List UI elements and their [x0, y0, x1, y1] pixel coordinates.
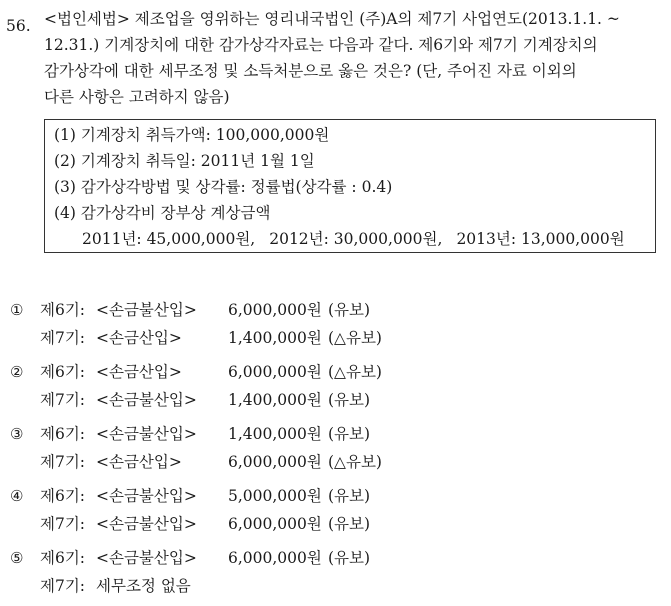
- income-disposal: (△유보): [328, 329, 382, 347]
- adjustment-type: <손금산입>: [96, 329, 182, 347]
- period-label: 제6기:: [40, 363, 86, 381]
- adjustment-type: <손금산입>: [96, 363, 182, 381]
- adjustment-amount: 6,000,000원: [228, 301, 322, 319]
- income-disposal: (유보): [328, 549, 371, 567]
- expense-2011: 2011년: 45,000,000원,: [82, 230, 256, 248]
- choice-row: [10, 482, 650, 510]
- choice-4[interactable]: [10, 482, 650, 538]
- adjustment-type: <손금불산입>: [96, 515, 197, 533]
- info-acquisition-date: (2) 기계장치 취득일: 2011년 1월 1일: [54, 152, 315, 170]
- adjustment-amount: 6,000,000원: [228, 453, 322, 471]
- period-label: 제7기:: [40, 329, 86, 347]
- income-disposal: (유보): [328, 487, 371, 505]
- period-label: 제6기:: [40, 487, 86, 505]
- adjustment-amount: 6,000,000원: [228, 549, 322, 567]
- adjustment-amount: 6,000,000원: [228, 363, 322, 381]
- stem-line: <법인세법> 제조업을 영위하는 영리내국법인 (주)A의 제7기 사업연도(2013.1.1. ~: [44, 10, 620, 28]
- stem-line: 다른 사항은 고려하지 않음): [44, 88, 230, 106]
- period-label: 제6기:: [40, 425, 86, 443]
- adjustment-type: <손금불산입>: [96, 487, 197, 505]
- answer-choices: [10, 296, 650, 606]
- question-stem: [44, 6, 664, 110]
- choice-2[interactable]: [10, 358, 650, 414]
- info-book-expense-amounts: [54, 226, 655, 252]
- choice-marker: ③: [10, 425, 24, 443]
- expense-2012: 2012년: 30,000,000원,: [269, 230, 443, 248]
- choice-row: [10, 296, 650, 324]
- income-disposal: (유보): [328, 515, 371, 533]
- choice-marker: ④: [10, 487, 24, 505]
- choice-1[interactable]: [10, 296, 650, 352]
- choice-row: [10, 386, 650, 414]
- income-disposal: (△유보): [328, 363, 382, 381]
- adjustment-amount: 1,400,000원: [228, 425, 322, 443]
- info-book-expense-heading: (4) 감가상각비 장부상 계상금액: [54, 204, 271, 222]
- stem-line: 12.31.) 기계장치에 대한 감가상각자료는 다음과 같다. 제6기와 제7기 기계장치의: [44, 36, 598, 54]
- adjustment-type: <손금불산입>: [96, 301, 197, 319]
- income-disposal: (유보): [328, 425, 371, 443]
- choice-row: [10, 358, 650, 386]
- choice-row: [10, 572, 650, 600]
- adjustment-amount: 6,000,000원: [228, 515, 322, 533]
- choice-row: [10, 510, 650, 538]
- adjustment-type: <손금산입>: [96, 453, 182, 471]
- info-acquisition-cost: (1) 기계장치 취득가액: 100,000,000원: [54, 126, 330, 144]
- choice-row: [10, 420, 650, 448]
- period-label: 제6기:: [40, 549, 86, 567]
- adjustment-type: <손금불산입>: [96, 549, 197, 567]
- expense-2013: 2013년: 13,000,000원: [456, 230, 625, 248]
- choice-marker: ②: [10, 363, 24, 381]
- income-disposal: (△유보): [328, 453, 382, 471]
- adjustment-amount: 5,000,000원: [228, 487, 322, 505]
- adjustment-type: <손금불산입>: [96, 391, 197, 409]
- question-number: 56.: [6, 17, 31, 35]
- adjustment-type: 세무조정 없음: [96, 577, 191, 595]
- data-box: [44, 119, 656, 253]
- period-label: 제7기:: [40, 453, 86, 471]
- choice-row: [10, 448, 650, 476]
- period-label: 제6기:: [40, 301, 86, 319]
- period-label: 제7기:: [40, 515, 86, 533]
- stem-line: 감가상각에 대한 세무조정 및 소득처분으로 옳은 것은? (단, 주어진 자료 이외의: [44, 62, 577, 80]
- choice-row: [10, 544, 650, 572]
- income-disposal: (유보): [328, 391, 371, 409]
- adjustment-amount: 1,400,000원: [228, 329, 322, 347]
- choice-marker: ⑤: [10, 549, 24, 567]
- choice-row: [10, 324, 650, 352]
- choice-marker: ①: [10, 301, 24, 319]
- period-label: 제7기:: [40, 391, 86, 409]
- info-depreciation-method: (3) 감가상각방법 및 상각률: 정률법(상각률 : 0.4): [54, 178, 393, 196]
- adjustment-amount: 1,400,000원: [228, 391, 322, 409]
- period-label: 제7기:: [40, 577, 86, 595]
- choice-5[interactable]: [10, 544, 650, 600]
- income-disposal: (유보): [328, 301, 371, 319]
- choice-3[interactable]: [10, 420, 650, 476]
- adjustment-type: <손금불산입>: [96, 425, 197, 443]
